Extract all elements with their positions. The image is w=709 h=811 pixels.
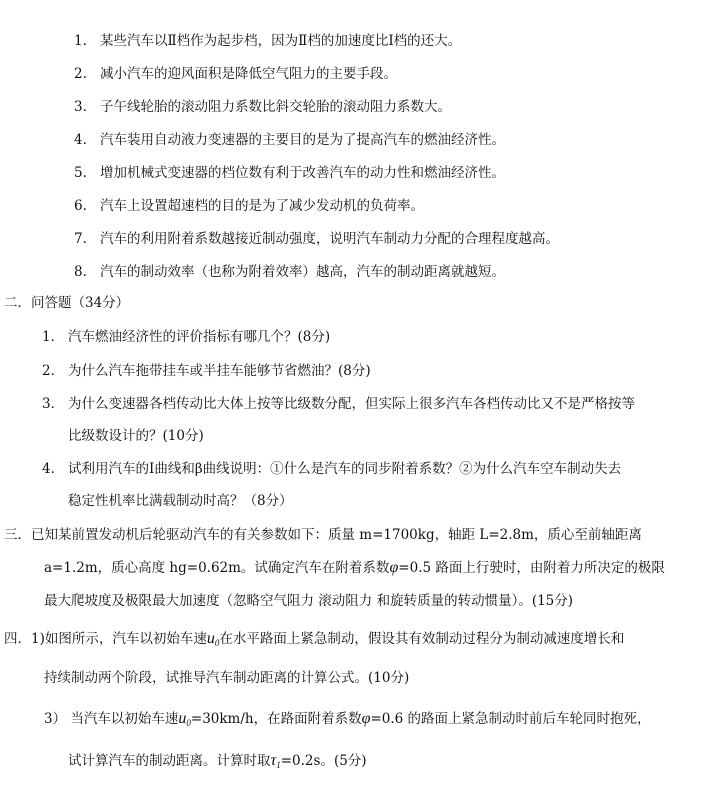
list-item	[74, 196, 424, 216]
item-text: 汽车装用自动液力变速器的主要目的是为了提高汽车的燃油经济性。	[100, 132, 505, 148]
question-item	[42, 361, 371, 381]
section4-line: 3） 当汽车以初始车速$u_0=30km/h$，在路面附着系数φ=0.6 的路面上紧急制动时前后车轮同时抱死，	[44, 710, 651, 728]
question-number: 4．	[42, 461, 65, 477]
question-item	[42, 459, 621, 479]
item-text: 汽车上设置超速档的目的是为了减少发动机的负荷率。	[100, 198, 424, 214]
u0-symbol: $u_0$	[206, 630, 220, 648]
item-number: 7.	[74, 231, 87, 247]
section3-line: a=1.2m，质心高度 hg=0.62m。试确定汽车在附着系数φ=0.5 路面上行驶时，由附着力所决定的极限	[44, 559, 665, 576]
question-text: 为什么变速器各档传动比大体上按等比级数分配，但实际上很多汽车各档传动比又不是严格按等	[68, 396, 635, 412]
section3-line: 三．已知某前置发动机后轮驱动汽车的有关参数如下：质量 m=1700kg，轴距 L=2.8m，质心至前轴距离	[4, 527, 642, 543]
section3-line: 最大爬坡度及极限最大加速度（忽略空气阻力 滚动阻力 和旋转质量的转动惯量）。(15分)	[44, 593, 574, 609]
list-item	[74, 130, 505, 150]
list-item	[74, 64, 397, 84]
item-text: 汽车的利用附着系数越接近制动强度，说明汽车制动力分配的合理程度越高。	[100, 231, 559, 247]
item-text: 增加机械式变速器的档位数有利于改善汽车的动力性和燃油经济性。	[100, 165, 505, 181]
question-item	[42, 394, 635, 414]
tau-symbol: $\tau_1$	[270, 752, 281, 770]
section4-line: 四．1)如图所示，汽车以初始车速$u_0$在水平路面上紧急制动，假设其有效制动过程分为制动减速度增长和	[4, 630, 625, 648]
item-number: 2.	[74, 66, 87, 82]
question-number: 3．	[42, 396, 65, 412]
section-heading: 二．问答题（34分）	[4, 295, 130, 311]
item-text: 减小汽车的迎风面积是降低空气阻力的主要手段。	[100, 66, 397, 82]
question-continuation: 比级数设计的？(10分)	[68, 428, 204, 444]
item-number: 4.	[74, 132, 87, 148]
item-number: 6.	[74, 198, 87, 214]
item-text: 某些汽车以Ⅱ档作为起步档，因为Ⅱ档的加速度比Ⅰ档的还大。	[100, 33, 462, 49]
question-item	[42, 327, 330, 347]
u0-symbol: $u_0$	[178, 710, 191, 728]
item-number: 3.	[74, 99, 87, 115]
item-number: 1.	[74, 33, 87, 49]
question-number: 1．	[42, 329, 65, 345]
list-item	[74, 97, 451, 117]
question-continuation: 稳定性机率比满载制动时高？（8分）	[68, 493, 293, 509]
item-number: 5.	[74, 165, 87, 181]
item-number: 8.	[74, 264, 87, 280]
phi-symbol: φ	[389, 559, 399, 576]
question-text: 试利用汽车的Ⅰ曲线和β曲线说明：①什么是汽车的同步附着系数？②为什么汽车空车制动失去	[68, 461, 622, 477]
list-item	[74, 31, 461, 51]
list-item	[74, 262, 505, 282]
question-text: 汽车燃油经济性的评价指标有哪几个？(8分)	[68, 329, 331, 345]
item-text: 汽车的制动效率（也称为附着效率）越高，汽车的制动距离就越短。	[100, 264, 505, 280]
phi-symbol: φ	[361, 710, 371, 727]
list-item	[74, 163, 505, 183]
question-text: 为什么汽车拖带挂车或半挂车能够节省燃油？(8分)	[68, 363, 371, 379]
question-number: 2．	[42, 363, 65, 379]
section4-line: 持续制动两个阶段，试推导汽车制动距离的计算公式。(10分)	[44, 670, 410, 686]
list-item	[74, 229, 559, 249]
section4-line: 试计算汽车的制动距离。计算时取$\tau_1=0.2s$。(5分)	[68, 752, 367, 770]
item-text: 子午线轮胎的滚动阻力系数比斜交轮胎的滚动阻力系数大。	[100, 99, 451, 115]
